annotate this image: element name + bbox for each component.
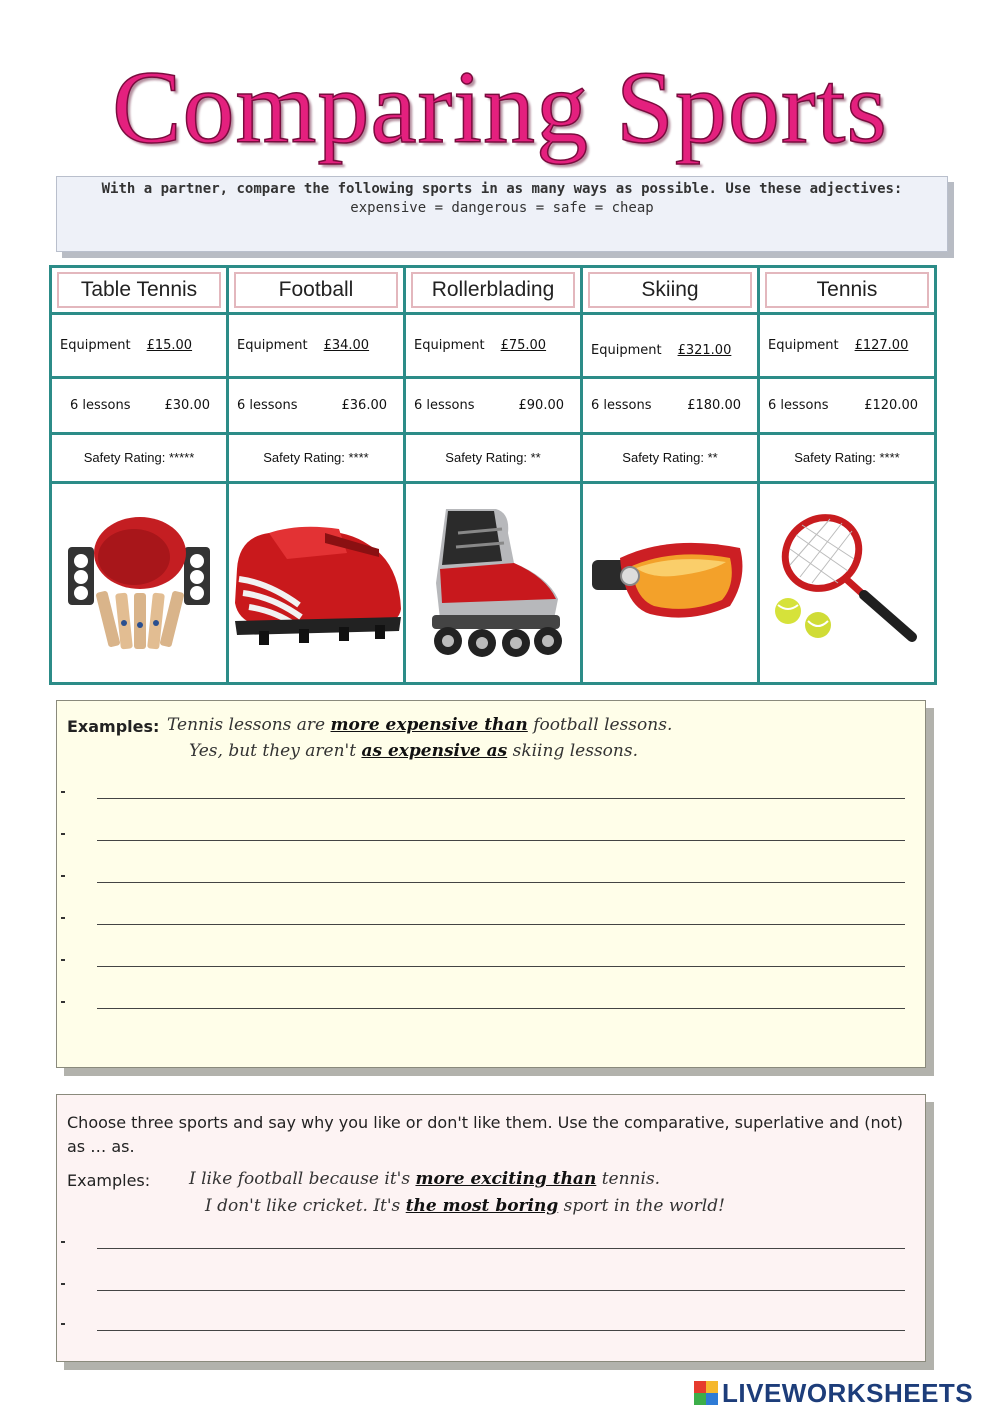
answer-line-2[interactable] [97,840,905,841]
sport-header-cell [51,267,228,314]
lessons-label: 6 lessons [414,397,475,413]
examples-label: Examples: [67,1171,151,1190]
answer-line-5[interactable] [97,966,905,967]
instructions-box [56,176,948,252]
examples-panel-2 [56,1094,926,1362]
sports-table [49,265,937,685]
lessons-cell [51,378,228,434]
instructions-text: With a partner, compare the following sports in as many ways as possible. Use these adjectives: [101,181,903,197]
rollerblade-image [405,483,582,684]
sport-name: Football [234,272,398,308]
equipment-cell [228,314,405,378]
bullet [61,791,65,793]
bullet [61,1283,65,1285]
equipment-cell [759,314,936,378]
lessons-cell [759,378,936,434]
safety-rating: Safety Rating: **** [759,433,936,482]
lessons-label: 6 lessons [237,397,298,413]
example-sentence-1: Tennis lessons are more expensive than football lessons. [167,715,673,735]
safety-rating: Safety Rating: ** [405,433,582,482]
sport-name: Rollerblading [411,272,575,308]
equipment-price: £34.00 [323,338,370,354]
bullet [61,959,65,961]
answer-line-1[interactable] [97,798,905,799]
bullet [61,917,65,919]
football-boot-image [228,483,405,684]
logo-text: LIVEWORKSHEETS [722,1377,974,1408]
equipment-price: £321.00 [677,343,732,359]
logo-square [694,1393,706,1405]
equipment-price: £75.00 [500,338,547,354]
examples-label: Examples: [67,717,160,736]
equipment-label: Equipment [591,343,662,359]
lessons-price: £180.00 [687,397,741,413]
sport-name: Skiing [588,272,752,308]
logo-square [694,1381,706,1393]
bullet [61,1001,65,1003]
bullet [61,833,65,835]
table-tennis-image [51,483,228,684]
lessons-cell [582,378,759,434]
lessons-price: £36.00 [341,397,387,413]
safety-rating: Safety Rating: ***** [51,433,228,482]
example-sentence-2: I don't like cricket. It's the most boring sport in the world! [205,1196,725,1216]
example-sentence-1: I like football because it's more exciting than tennis. [189,1169,661,1189]
panel2-instruction: Choose three sports and say why you like or don't like them. Use the comparative, superlative and (not) as … as. [67,1113,903,1156]
sport-header-cell [759,267,936,314]
equipment-label: Equipment [60,338,131,354]
bullet [61,1241,65,1243]
lessons-cell [405,378,582,434]
lessons-price: £90.00 [518,397,564,413]
lessons-label: 6 lessons [768,397,829,413]
answer-line-2[interactable] [97,1290,905,1291]
examples-panel-1 [56,700,926,1068]
lessons-label: 6 lessons [70,397,131,413]
lessons-cell [228,378,405,434]
page-title: Comparing Sports [112,50,888,165]
equipment-label: Equipment [414,338,485,354]
equipment-label: Equipment [768,338,839,354]
bullet [61,1323,65,1325]
equipment-cell [405,314,582,378]
liveworksheets-logo [694,1378,973,1408]
safety-rating: Safety Rating: **** [228,433,405,482]
equipment-price: £15.00 [146,338,193,354]
adjectives-list: expensive = dangerous = safe = cheap [350,200,654,216]
bullet [61,875,65,877]
tennis-racket-image [759,483,936,684]
answer-line-1[interactable] [97,1248,905,1249]
equipment-cell [51,314,228,378]
equipment-label: Equipment [237,338,308,354]
sport-name: Table Tennis [57,272,221,308]
lessons-price: £30.00 [164,397,210,413]
equipment-cell [582,314,759,378]
example-sentence-2: Yes, but they aren't as expensive as skiing lessons. [189,741,638,761]
lessons-label: 6 lessons [591,397,652,413]
logo-square [706,1393,718,1405]
answer-line-3[interactable] [97,882,905,883]
lessons-price: £120.00 [864,397,918,413]
sport-header-cell [405,267,582,314]
equipment-price: £127.00 [854,338,909,354]
sport-name: Tennis [765,272,929,308]
logo-mark-icon [694,1381,718,1405]
sport-header-cell [228,267,405,314]
answer-line-6[interactable] [97,1008,905,1009]
answer-line-4[interactable] [97,924,905,925]
logo-square [706,1381,718,1393]
sport-header-cell [582,267,759,314]
answer-line-3[interactable] [97,1330,905,1331]
ski-goggles-image [582,483,759,684]
safety-rating: Safety Rating: ** [582,433,759,482]
